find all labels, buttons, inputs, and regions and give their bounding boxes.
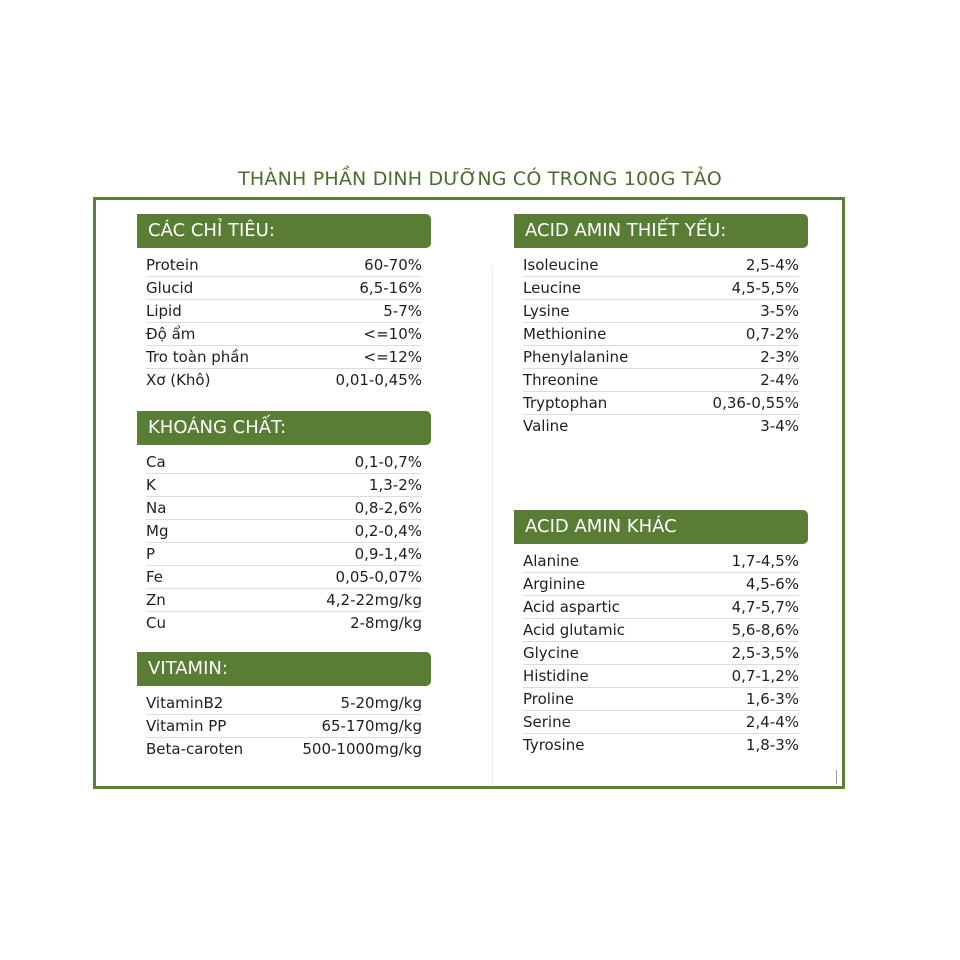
- nutrient-value: 0,7-2%: [745, 325, 799, 343]
- nutrient-name: Serine: [523, 713, 571, 731]
- nutrient-name: Cu: [146, 614, 166, 632]
- table-row: [523, 392, 799, 415]
- nutrient-value: 0,8-2,6%: [354, 499, 422, 517]
- table-row: [146, 451, 422, 474]
- section-header: KHOÁNG CHẤT:: [137, 411, 431, 445]
- nutrient-name: Valine: [523, 417, 569, 435]
- section-acid-amin-khac: [514, 510, 808, 757]
- table-row: [523, 573, 799, 596]
- nutrient-value: 0,1-0,7%: [354, 453, 422, 471]
- table-row: [146, 715, 422, 738]
- nutrient-name: Độ ẩm: [146, 325, 196, 343]
- nutrient-name: Lysine: [523, 302, 570, 320]
- nutrient-value: 3-5%: [760, 302, 799, 320]
- nutrient-value: 65-170mg/kg: [321, 717, 422, 735]
- nutrient-name: Acid aspartic: [523, 598, 620, 616]
- table-row: [523, 688, 799, 711]
- nutrient-name: Na: [146, 499, 167, 517]
- nutrient-value: 1,6-3%: [745, 690, 799, 708]
- nutrient-name: Glycine: [523, 644, 579, 662]
- nutrient-name: Protein: [146, 256, 199, 274]
- nutrient-value: 0,36-0,55%: [712, 394, 799, 412]
- table-row: [146, 346, 422, 369]
- column-divider: [492, 265, 493, 785]
- nutrient-value: 4,5-6%: [745, 575, 799, 593]
- nutrient-value: 5-7%: [383, 302, 422, 320]
- table-row: [523, 596, 799, 619]
- table-row: [146, 277, 422, 300]
- section-rows: [137, 451, 431, 635]
- nutrient-name: Mg: [146, 522, 169, 540]
- nutrient-value: 4,5-5,5%: [731, 279, 799, 297]
- table-row: [146, 497, 422, 520]
- nutrient-name: Leucine: [523, 279, 581, 297]
- nutrient-name: Proline: [523, 690, 574, 708]
- table-row: [146, 612, 422, 635]
- section-header: ACID AMIN THIẾT YẾU:: [514, 214, 808, 248]
- table-row: [146, 589, 422, 612]
- nutrient-value: 1,8-3%: [745, 736, 799, 754]
- table-row: [523, 277, 799, 300]
- nutrient-value: 500-1000mg/kg: [302, 740, 422, 758]
- table-row: [146, 254, 422, 277]
- nutrient-value: 0,01-0,45%: [335, 371, 422, 389]
- section-rows: [137, 692, 431, 761]
- section-header: ACID AMIN KHÁC: [514, 510, 808, 544]
- section-header: CÁC CHỈ TIÊU:: [137, 214, 431, 248]
- table-row: [523, 254, 799, 277]
- nutrient-name: Tryptophan: [523, 394, 608, 412]
- table-row: [523, 369, 799, 392]
- table-row: [523, 711, 799, 734]
- nutrient-name: Histidine: [523, 667, 589, 685]
- nutrient-value: 4,2-22mg/kg: [326, 591, 422, 609]
- nutrient-value: 1,7-4,5%: [731, 552, 799, 570]
- section-acid-amin-thiet-yeu: [514, 214, 808, 438]
- nutrient-name: Vitamin PP: [146, 717, 227, 735]
- nutrient-name: Alanine: [523, 552, 580, 570]
- nutrient-value: 5-20mg/kg: [340, 694, 422, 712]
- nutrient-value: 3-4%: [760, 417, 799, 435]
- section-rows: [514, 550, 808, 757]
- nutrient-name: K: [146, 476, 156, 494]
- nutrient-name: VitaminB2: [146, 694, 224, 712]
- table-row: [523, 550, 799, 573]
- nutrient-name: P: [146, 545, 156, 563]
- nutrient-name: Acid glutamic: [523, 621, 625, 639]
- table-row: [523, 346, 799, 369]
- table-row: [523, 323, 799, 346]
- nutrient-value: 2-8mg/kg: [350, 614, 422, 632]
- page-title: THÀNH PHẦN DINH DƯỠNG CÓ TRONG 100G TẢO: [238, 168, 722, 190]
- table-row: [146, 520, 422, 543]
- table-row: [146, 323, 422, 346]
- section-header: VITAMIN:: [137, 652, 431, 686]
- nutrient-value: 60-70%: [364, 256, 422, 274]
- nutrient-value: 2-3%: [760, 348, 799, 366]
- nutrient-name: Fe: [146, 568, 164, 586]
- table-row: [146, 474, 422, 497]
- edge-mark: [836, 770, 837, 784]
- table-row: [146, 369, 422, 392]
- section-vitamin: [137, 652, 431, 761]
- table-row: [146, 543, 422, 566]
- nutrient-name: Ca: [146, 453, 166, 471]
- nutrient-value: 2,5-3,5%: [731, 644, 799, 662]
- nutrient-value: 2,5-4%: [745, 256, 799, 274]
- nutrient-value: 0,2-0,4%: [354, 522, 422, 540]
- nutrient-name: Lipid: [146, 302, 182, 320]
- nutrient-value: 0,05-0,07%: [335, 568, 422, 586]
- table-row: [523, 642, 799, 665]
- nutrient-name: Tro toàn phần: [146, 348, 249, 366]
- section-rows: [514, 254, 808, 438]
- table-row: [146, 738, 422, 761]
- table-row: [523, 734, 799, 757]
- section-rows: [137, 254, 431, 392]
- nutrient-name: Methionine: [523, 325, 607, 343]
- nutrient-value: 2,4-4%: [745, 713, 799, 731]
- nutrient-name: Tyrosine: [523, 736, 585, 754]
- nutrient-name: Phenylalanine: [523, 348, 629, 366]
- section-khoang-chat: [137, 411, 431, 635]
- nutrient-name: Zn: [146, 591, 166, 609]
- nutrient-value: 6,5-16%: [359, 279, 422, 297]
- nutrient-value: 0,7-1,2%: [731, 667, 799, 685]
- nutrient-value: 4,7-5,7%: [731, 598, 799, 616]
- nutrient-name: Isoleucine: [523, 256, 599, 274]
- table-row: [523, 619, 799, 642]
- table-row: [523, 300, 799, 323]
- table-row: [146, 566, 422, 589]
- nutrient-name: Arginine: [523, 575, 586, 593]
- nutrient-name: Threonine: [523, 371, 599, 389]
- table-row: [146, 692, 422, 715]
- nutrient-value: <=12%: [363, 348, 422, 366]
- table-row: [523, 415, 799, 438]
- table-row: [523, 665, 799, 688]
- nutrient-value: <=10%: [363, 325, 422, 343]
- nutrient-name: Xơ (Khô): [146, 371, 211, 389]
- table-row: [146, 300, 422, 323]
- nutrient-value: 1,3-2%: [368, 476, 422, 494]
- nutrient-value: 2-4%: [760, 371, 799, 389]
- nutrient-value: 0,9-1,4%: [354, 545, 422, 563]
- nutrient-name: Glucid: [146, 279, 194, 297]
- nutrient-name: Beta-caroten: [146, 740, 244, 758]
- section-chi-tieu: [137, 214, 431, 392]
- nutrient-value: 5,6-8,6%: [731, 621, 799, 639]
